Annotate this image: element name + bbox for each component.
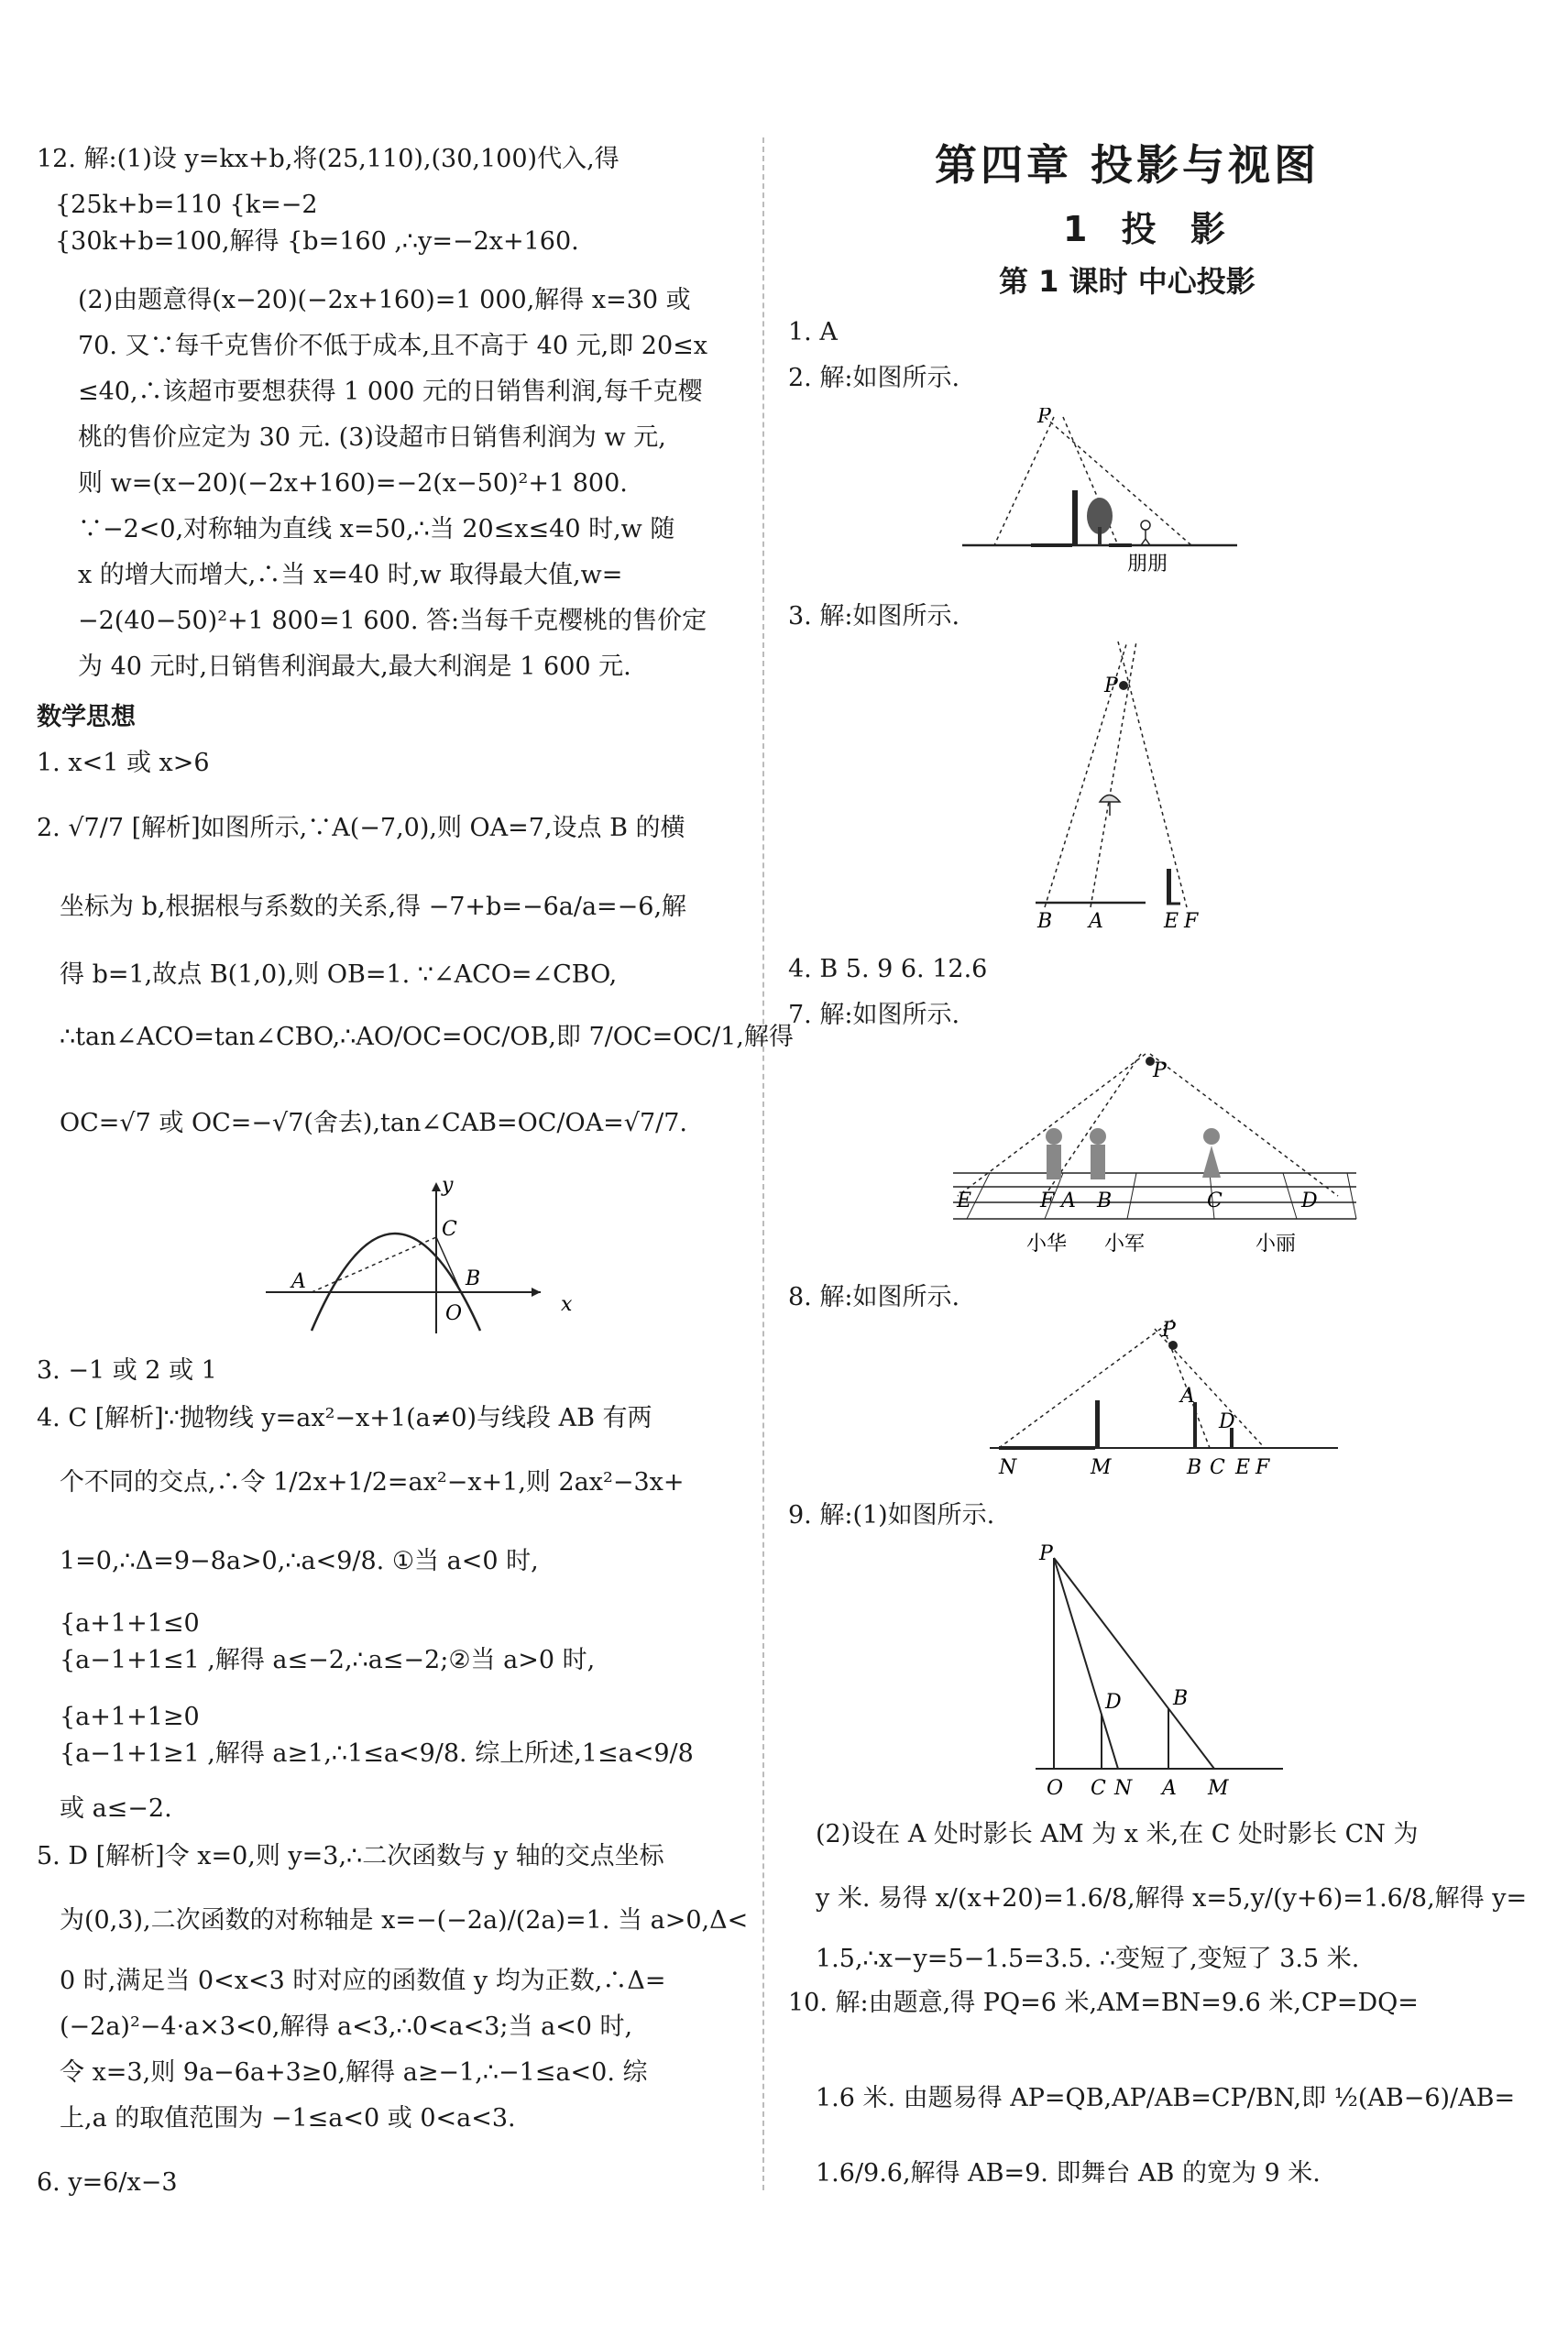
q2-line-2: 坐标为 b,根据根与系数的关系,得 −7+b=−6a/a=−6,解 bbox=[60, 893, 687, 921]
label-b: B bbox=[466, 1267, 481, 1290]
x-axis-arrow bbox=[532, 1288, 541, 1297]
chapter-title: 第四章 投影与视图 bbox=[935, 140, 1321, 190]
r-q7-answer: 7. 解:如图所示. bbox=[788, 1001, 960, 1029]
fig7-label-f: F bbox=[1040, 1190, 1055, 1212]
fig8-label-n: N bbox=[999, 1456, 1017, 1479]
fig9-label-m: M bbox=[1208, 1777, 1229, 1800]
label-y: y bbox=[442, 1174, 454, 1197]
q12-line-9: ∵−2<0,对称轴为直线 x=50,∴当 20≤x≤40 时,w 随 bbox=[78, 515, 675, 543]
y-axis-arrow bbox=[432, 1182, 441, 1191]
fig3-label-b: B bbox=[1037, 910, 1053, 933]
fig3-label-p: P bbox=[1104, 674, 1118, 697]
segment-ac bbox=[312, 1237, 436, 1292]
q12-line-2: {25k+b=110 {k=−2 bbox=[55, 191, 318, 219]
section-title-math-thinking: 数学思想 bbox=[37, 703, 136, 731]
q5-line-4: (−2a)²−4·a×3<0,解得 a<3,∴0<a<3;当 a<0 时, bbox=[60, 2012, 633, 2041]
person1-head bbox=[1046, 1128, 1062, 1145]
fig9-label-n: N bbox=[1114, 1777, 1133, 1800]
q12-line-12: 为 40 元时,日销售利润最大,最大利润是 1 600 元. bbox=[78, 653, 631, 681]
fig8-label-f: F bbox=[1255, 1456, 1270, 1479]
figure-7 bbox=[953, 1036, 1365, 1274]
stick-e bbox=[1167, 869, 1171, 904]
q12-line-7: 桃的售价应定为 30 元. (3)设超市日销售利润为 w 元, bbox=[78, 423, 666, 452]
ray-pn bbox=[999, 1320, 1173, 1448]
fig8-label-p: P bbox=[1162, 1320, 1176, 1342]
ray-pm bbox=[1054, 1558, 1214, 1769]
fig7-label-a: A bbox=[1061, 1190, 1076, 1212]
fig7-name-1: 小华 bbox=[1026, 1233, 1068, 1256]
fig3-label-a: A bbox=[1089, 910, 1103, 933]
ray-2 bbox=[1045, 417, 1191, 545]
person3-head bbox=[1203, 1128, 1220, 1145]
person2-head bbox=[1090, 1128, 1106, 1145]
light-source bbox=[1168, 1341, 1178, 1350]
q12-line-5: 70. 又∵每千克售价不低于成本,且不高于 40 元,即 20≤x bbox=[78, 332, 707, 360]
q2-line-3: 得 b=1,故点 B(1,0),则 OB=1. ∵∠ACO=∠CBO, bbox=[60, 960, 618, 989]
fig7-label-d: D bbox=[1301, 1190, 1318, 1212]
fig7-label-p: P bbox=[1153, 1059, 1167, 1082]
q4-line-4: {a+1+1≤0 bbox=[60, 1609, 200, 1638]
r-q1-answer: 1. A bbox=[788, 318, 838, 346]
stick-b bbox=[1193, 1402, 1197, 1448]
q5-line-6: 上,a 的取值范围为 −1≤a<0 或 0<a<3. bbox=[60, 2104, 516, 2133]
floor-diag-6 bbox=[1347, 1173, 1356, 1219]
fig2-label-p: P bbox=[1037, 408, 1051, 428]
q4-line-3: 1=0,∴Δ=9−8a>0,∴a<9/8. ①当 a<0 时, bbox=[60, 1547, 539, 1575]
q12-line-8: 则 w=(x−20)(−2x+160)=−2(x−50)²+1 800. bbox=[78, 469, 628, 498]
label-c: C bbox=[442, 1218, 457, 1241]
figure-2 bbox=[962, 408, 1237, 582]
q4-line-6: {a+1+1≥0 bbox=[60, 1703, 200, 1731]
fig2-label-name: 朋朋 bbox=[1127, 553, 1168, 576]
segment-cb bbox=[436, 1237, 461, 1292]
q4-line-1: 4. C [解析]∵抛物线 y=ax²−x+1(a≠0)与线段 AB 有两 bbox=[37, 1404, 652, 1432]
r-q8-answer: 8. 解:如图所示. bbox=[788, 1283, 960, 1311]
ray-1 bbox=[994, 417, 1054, 545]
fig8-label-b: B bbox=[1187, 1456, 1202, 1479]
column-divider bbox=[762, 137, 764, 2190]
r-q9-answer: 9. 解:(1)如图所示. bbox=[788, 1501, 995, 1530]
r-q4-6-answer: 4. B 5. 9 6. 12.6 bbox=[788, 955, 988, 983]
q2-line-4: ∴tan∠ACO=tan∠CBO,∴AO/OC=OC/OB,即 7/OC=OC/1,解得 bbox=[60, 1023, 794, 1051]
r-q10-line-1: 10. 解:由题意,得 PQ=6 米,AM=BN=9.6 米,CP=DQ= bbox=[788, 1989, 1419, 2017]
fig7-label-e: E bbox=[957, 1190, 972, 1212]
q4-line-2: 个不同的交点,∴令 1/2x+1/2=ax²−x+1,则 2ax²−3x+ bbox=[60, 1468, 685, 1497]
parabola-graph bbox=[266, 1173, 596, 1338]
figure-8 bbox=[990, 1320, 1338, 1485]
label-x: x bbox=[561, 1293, 573, 1316]
q2-line-1: 2. √7/7 [解析]如图所示,∵A(−7,0),则 OA=7,设点 B 的横 bbox=[37, 814, 685, 842]
fig8-label-c: C bbox=[1210, 1456, 1225, 1479]
fig8-label-e: E bbox=[1235, 1456, 1251, 1479]
q12-line-10: x 的增大而增大,∴当 x=40 时,w 取得最大值,w= bbox=[78, 561, 623, 589]
fig9-label-b: B bbox=[1173, 1687, 1189, 1710]
label-a: A bbox=[291, 1270, 306, 1293]
floor-diag-5 bbox=[1283, 1173, 1297, 1219]
q12-line-6: ≤40,∴该超市要想获得 1 000 元的日销售利润,每千克樱 bbox=[78, 378, 703, 406]
fig7-name-2: 小军 bbox=[1104, 1233, 1146, 1256]
label-o: O bbox=[445, 1302, 463, 1325]
q4-line-8: 或 a≤−2. bbox=[60, 1794, 172, 1823]
fig3-label-f: F bbox=[1184, 910, 1199, 933]
q5-line-2: 为(0,3),二次函数的对称轴是 x=−(−2a)/(2a)=1. 当 a>0,Δ< bbox=[60, 1906, 749, 1935]
lamp-shade bbox=[1100, 795, 1120, 803]
fig7-label-c: C bbox=[1207, 1190, 1223, 1212]
fig9-label-p: P bbox=[1039, 1542, 1053, 1565]
fig7-label-b: B bbox=[1097, 1190, 1113, 1212]
person-head bbox=[1141, 521, 1150, 530]
r-q10-line-3: 1.6/9.6,解得 AB=9. 即舞台 AB 的宽为 9 米. bbox=[816, 2159, 1321, 2188]
q5-line-1: 5. D [解析]令 x=0,则 y=3,∴二次函数与 y 轴的交点坐标 bbox=[37, 1842, 664, 1870]
person2-body bbox=[1091, 1145, 1105, 1179]
pole bbox=[1072, 490, 1078, 545]
fig3-label-e: E bbox=[1164, 910, 1179, 933]
q12-line-3: {30k+b=100,解得 {b=160 ,∴y=−2x+160. bbox=[55, 227, 579, 256]
figure-9 bbox=[1036, 1540, 1283, 1805]
fig7-name-3: 小丽 bbox=[1255, 1233, 1297, 1256]
ray-pf bbox=[1118, 642, 1187, 907]
q4-line-7: {a−1+1≥1 ,解得 a≥1,∴1≤a<9/8. 综上所述,1≤a<9/8 bbox=[60, 1739, 694, 1768]
q5-line-5: 令 x=3,则 9a−6a+3≥0,解得 a≥−1,∴−1≤a<0. 综 bbox=[60, 2058, 648, 2087]
q5-line-3: 0 时,满足当 0<x<3 时对应的函数值 y 均为正数,∴Δ= bbox=[60, 1967, 666, 1995]
q1-answer: 1. x<1 或 x>6 bbox=[37, 749, 210, 777]
person3-body bbox=[1202, 1146, 1221, 1178]
light-source bbox=[1119, 681, 1128, 690]
ray-pn bbox=[1054, 1558, 1118, 1769]
r-q10-line-2: 1.6 米. 由题易得 AP=QB,AP/AB=CP/BN,即 ½(AB−6)/AB= bbox=[816, 2084, 1516, 2112]
fig9-label-c: C bbox=[1091, 1777, 1106, 1800]
fig9-label-a: A bbox=[1162, 1777, 1177, 1800]
r-q9b-line-3: 1.5,∴x−y=5−1.5=3.5. ∴变短了,变短了 3.5 米. bbox=[816, 1945, 1360, 1973]
q12-line-4: (2)由题意得(x−20)(−2x+160)=1 000,解得 x=30 或 bbox=[78, 286, 691, 314]
figure-3 bbox=[1017, 642, 1228, 935]
q12-line-11: −2(40−50)²+1 800=1 600. 答:当每千克樱桃的售价定 bbox=[78, 607, 707, 635]
person1-body bbox=[1047, 1145, 1061, 1179]
q3-answer: 3. −1 或 2 或 1 bbox=[37, 1356, 217, 1385]
r-q2-answer: 2. 解:如图所示. bbox=[788, 364, 960, 392]
r-q9b-line-2: y 米. 易得 x/(x+20)=1.6/8,解得 x=5,y/(y+6)=1.6/8,解得 y= bbox=[816, 1884, 1528, 1913]
lesson-title: 第 1 课时 中心投影 bbox=[999, 264, 1255, 299]
q6-answer: 6. y=6/x−3 bbox=[37, 2168, 178, 2197]
ray-pd bbox=[1150, 1054, 1338, 1196]
fig9-label-d: D bbox=[1105, 1691, 1122, 1714]
stick-m bbox=[1095, 1400, 1100, 1448]
q4-line-5: {a−1+1≤1 ,解得 a≤−2,∴a≤−2;②当 a>0 时, bbox=[60, 1646, 596, 1674]
tree-trunk bbox=[1098, 527, 1102, 545]
fig8-label-m: M bbox=[1091, 1456, 1112, 1479]
r-q3-answer: 3. 解:如图所示. bbox=[788, 602, 960, 631]
r-q9b-line-1: (2)设在 A 处时影长 AM 为 x 米,在 C 处时影长 CN 为 bbox=[816, 1820, 1419, 1848]
q12-line-1: 12. 解:(1)设 y=kx+b,将(25,110),(30,100)代入,得 bbox=[37, 145, 620, 173]
fig8-label-d: D bbox=[1219, 1410, 1235, 1433]
section-title: 1 投 影 bbox=[1063, 209, 1236, 249]
fig8-label-a: A bbox=[1180, 1385, 1195, 1408]
floor-diag-3 bbox=[1127, 1173, 1136, 1219]
q2-line-5: OC=√7 或 OC=−√7(舍去),tan∠CAB=OC/OA=√7/7. bbox=[60, 1109, 688, 1137]
fig9-label-o: O bbox=[1047, 1777, 1064, 1800]
